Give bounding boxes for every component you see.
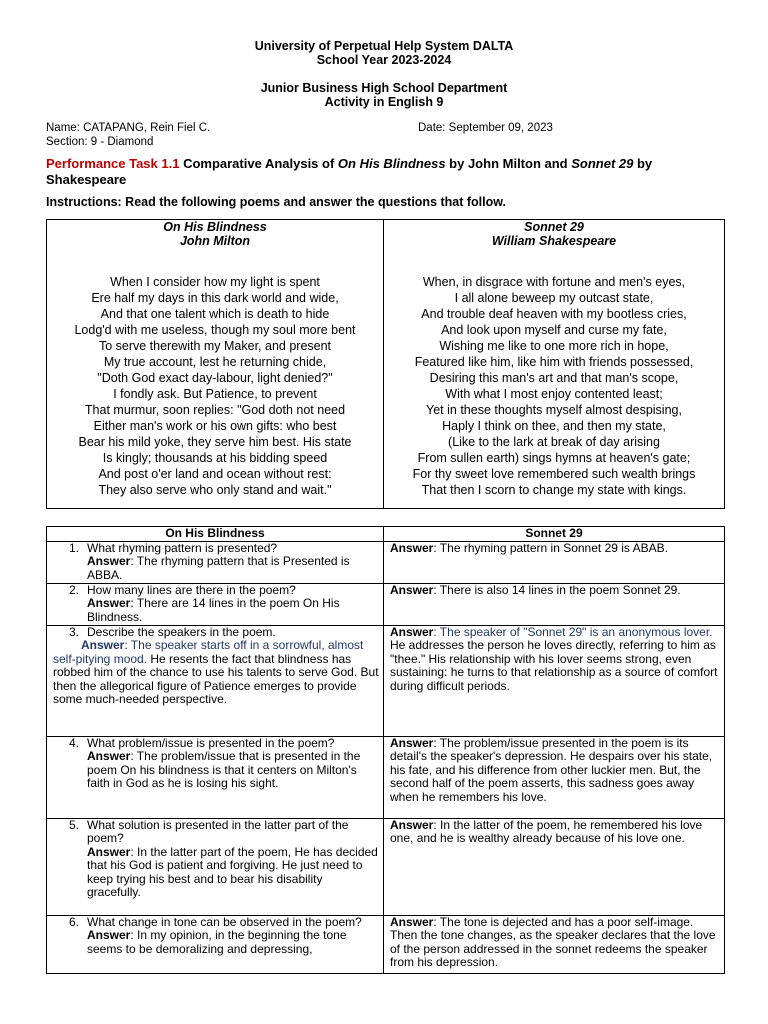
task-label: Performance Task 1.1 [46,156,180,171]
poem-line: Featured like him, like him with friends possessed, [414,355,694,369]
left-answer [53,750,379,791]
answer-text: : In the latter part of the poem, He has decided that his God is patient and forgiving. He just need to keep trying his best and to bear his disability gracefully. [87,844,378,899]
poem-line: And that one talent which is death to hide [100,307,330,321]
answer-text: : There are 14 lines in the poem On His Blindness. [87,596,340,624]
university-name: University of Perpetual Help System DALTA [254,39,514,53]
answer-text: : The tone is dejected and has a poor self-image. Then the tone changes, as the speaker declares that the love of the person addressed in the sonnet redeems the speaker from his depression. [390,914,716,969]
answer-label: Answer [87,749,131,763]
poem-line: "Doth God exact day-labour, light denied?" [97,371,333,385]
qa-header-right: Sonnet 29 [384,527,725,542]
poem-line: Haply I think on thee, and then my state, [442,419,666,433]
questions-table [46,526,725,974]
answer-label: Answer [390,540,434,555]
left-answer [53,846,379,900]
poem-line: Yet in these thoughts myself almost despising, [426,403,682,417]
question [53,916,379,930]
answer-label: Answer [390,735,434,750]
question-number: 2. [68,582,79,597]
poem-line: Ere half my days in this dark world and wide, [91,291,339,305]
qa-right-cell [384,583,725,625]
task-text-3: by Shakespeare [46,156,653,187]
question-text: What solution is presented in the latter part of the poem? [87,817,349,845]
poem-line: And look upon myself and curse my fate, [441,323,667,337]
qa-header-left: On His Blindness [47,527,384,542]
qa-row [47,541,725,583]
answer-label: Answer [87,554,131,568]
task-text-2: by John Milton and [445,156,572,171]
question [53,737,379,751]
poem-line: With what I most enjoy contented least; [445,387,663,401]
poem-line: Wishing me like to one more rich in hope, [439,339,669,353]
poem-line: And trouble deaf heaven with my bootless cries, [421,307,687,321]
answer-label: Answer [87,844,131,859]
activity-title: Activity in English 9 [324,95,444,109]
answer-label: Answer [390,624,434,639]
left-answer [53,929,379,956]
qa-row [47,583,725,625]
qa-left-cell [47,915,384,973]
question-text: What problem/issue is presented in the poem? [87,735,335,750]
left-answer [53,639,379,707]
poem-line: Lodg'd with me useless, though my soul more bent [74,323,356,337]
question [53,626,379,640]
poem-line: Is kingly; thousands at his bidding speed [102,451,328,465]
poem-line: That then I scorn to change my state with kings. [421,483,687,497]
poem-line: Either man's work or his own gifts: who best [93,419,337,433]
poem-line: My true account, lest he returning chide, [103,355,327,369]
answer-text-a: : The speaker of "Sonnet 29" is an anonymous lover. [433,624,713,639]
question [53,819,379,846]
poem-line: To serve therewith my Maker, and present [98,339,332,353]
question-number: 3. [68,624,79,639]
poem-line: I all alone beweep my outcast state, [454,291,654,305]
poem-left-lines [47,274,383,508]
poem-right-cell [384,220,725,509]
qa-right-cell [384,818,725,915]
question-number: 6. [68,914,79,929]
poem-line: That murmur, soon replies: "God doth not need [84,403,346,417]
question-text: What rhyming pattern is presented? [87,540,278,555]
answer-text: : In the latter of the poem, he remembered his love one, and he is wealthy already because of his love one. [390,817,703,845]
poem-line: When, in disgrace with fortune and men's eyes, [422,275,686,289]
answer-text: : The problem/issue that is presented in the poem On his blindness is that it centers on Milton's faith in God as he is losing his sight. [87,749,361,790]
question-number: 1. [68,540,79,555]
poem-right-author: William Shakespeare [491,234,617,248]
qa-left-cell [47,541,384,583]
poem-line: And post o'er land and ocean without rest: [98,467,332,481]
poem-line: Desiring this man's art and that man's scope, [429,371,679,385]
poem-line: (Like to the lark at break of day arising [448,435,660,449]
answer-text: : The rhyming pattern in Sonnet 29 is ABAB. [433,540,668,555]
instructions: Instructions: Read the following poems and answer the questions that follow. [46,195,506,209]
qa-left-cell [47,583,384,625]
question-number: 5. [68,817,79,832]
question-text: Describe the speakers in the poem. [87,624,276,639]
left-answer [53,597,379,624]
poem-line: From sullen earth) sings hymns at heaven's gate; [417,451,691,465]
question [53,584,379,598]
answer-text-b: He resents the fact that blindness has robbed him of the chance to use his talents to serve God. But then the allegorical figure of Patience emerges to provide some much-needed perspective. [53,651,379,706]
qa-left-cell [47,736,384,818]
answer-text: : There is also 14 lines in the poem Sonnet 29. [433,582,681,597]
poem-line: Bear his mild yoke, they serve him best. His state [78,435,352,449]
task-heading [46,156,726,188]
poem-right-title: Sonnet 29 [524,220,584,234]
school-year: School Year 2023-2024 [316,53,452,67]
qa-right-cell [384,625,725,736]
question-text: What change in tone can be observed in the poem? [87,914,362,929]
poem-line: For thy sweet love remembered such wealth brings [412,467,696,481]
qa-left-cell [47,818,384,915]
student-name: Name: CATAPANG, Rein Fiel C. [46,122,211,134]
poem-line: When I consider how my light is spent [110,275,320,289]
answer-text: : In my opinion, in the beginning the tone seems to be demoralizing and depressing, [87,928,347,956]
answer-text: : The rhyming pattern that is Presented is ABBA. [87,554,350,582]
question [53,542,379,556]
poem-right-lines [384,274,724,508]
activity-date: Date: September 09, 2023 [418,122,553,134]
task-poem-1: On His Blindness [337,156,446,171]
poem-line: I fondly ask. But Patience, to prevent [113,387,317,401]
task-poem-2: Sonnet 29 [571,156,634,171]
answer-label: Answer [390,914,434,929]
qa-right-cell [384,541,725,583]
qa-left-cell [47,625,384,736]
qa-right-cell [384,915,725,973]
answer-text: : The problem/issue presented in the poem is its detail's the speaker's depression. He despairs over his state, his fate, and his difference from other luckier men. But, the second half of the poem asserts, this sadness goes away when he remembers his love. [390,735,713,804]
answer-label: Answer [390,817,434,832]
qa-right-cell [384,736,725,818]
answer-label: Answer [390,582,434,597]
poems-table [46,219,725,509]
question-number: 4. [68,735,79,750]
qa-row [47,915,725,973]
poem-line: They also serve who only stand and wait." [98,483,332,497]
poem-left-author: John Milton [179,234,251,248]
question-text: How many lines are there in the poem? [87,582,296,597]
answer-text-b: He addresses the person he loves directly, referring to him as "thee." His relationship with his lover seems strong, even sustaining: he turns to that relationship as a source of comfort during difficult periods. [390,638,718,693]
answer-label: Answer [87,928,131,942]
qa-row [47,625,725,736]
answer-label: Answer [87,596,131,610]
poem-left-cell [47,220,384,509]
answer-label: Answer [81,638,125,652]
task-text-1: Comparative Analysis of [179,156,338,171]
student-section: Section: 9 - Diamond [46,136,154,148]
qa-row [47,736,725,818]
poem-left-title: On His Blindness [163,220,267,234]
qa-row [47,818,725,915]
answer-text-a: : The speaker starts off in a sorrowful, almost self-pitying mood. [53,638,364,666]
left-answer [53,555,379,582]
department: Junior Business High School Department [260,81,508,95]
